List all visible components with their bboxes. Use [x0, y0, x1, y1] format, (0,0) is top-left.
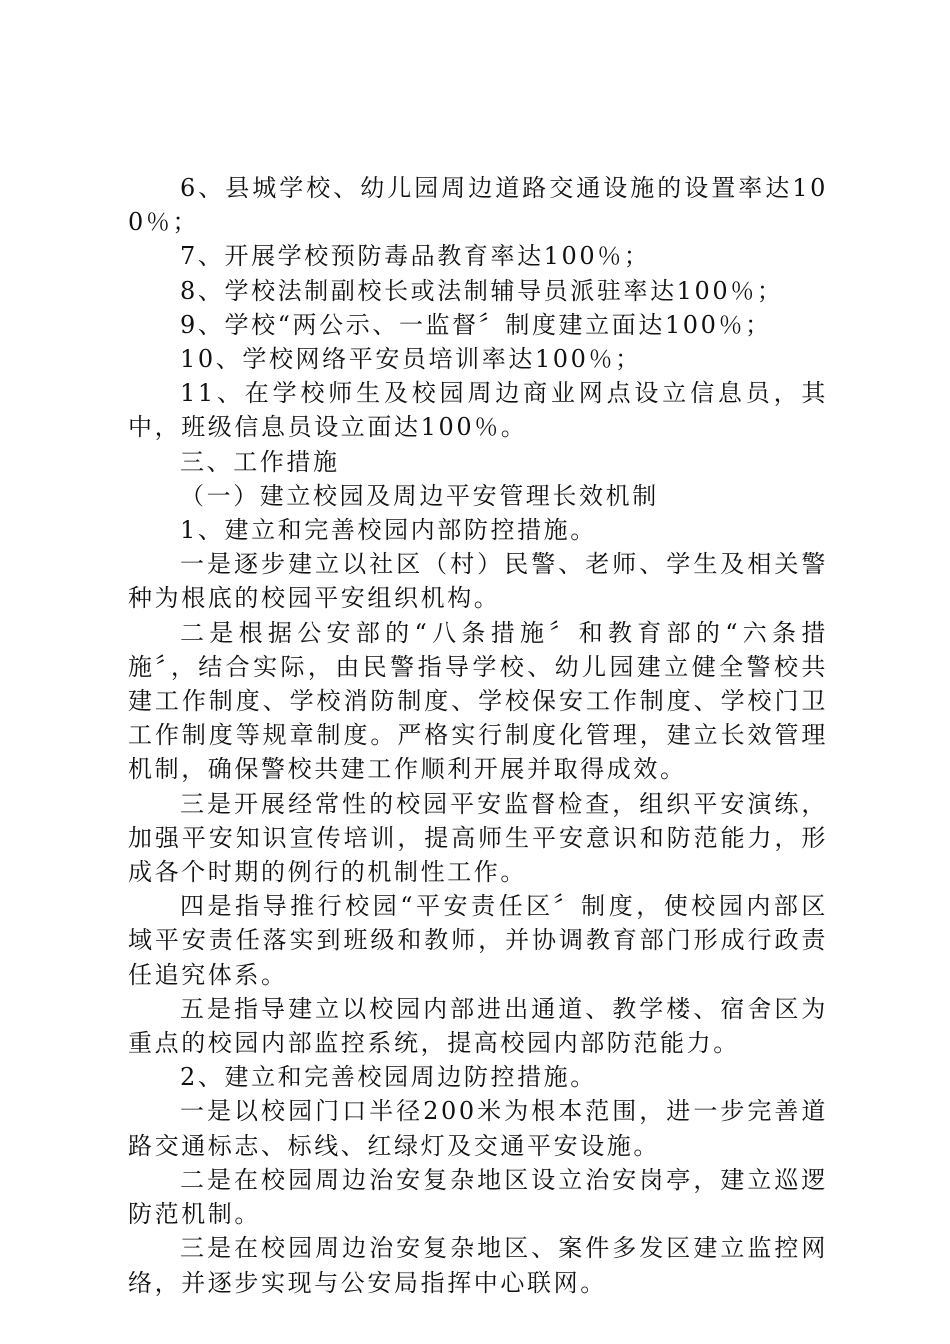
item-11-paragraph: 11、在学校师生及校园周边商业网点设立信息员，其中，班级信息员设立面达100％。: [128, 379, 828, 442]
document-body: [128, 171, 828, 1300]
measure-1-point-3: 三是开展经常性的校园平安监督检查，组织平安演练，加强平安知识宣传培训，提高师生平安意识和防范能力，形成各个时期的例行的机制性工作。: [128, 789, 828, 887]
item-9-paragraph: 9、学校“两公示、一监督〞制度建立面达100％；: [180, 310, 772, 339]
item-6-paragraph: 6、县城学校、幼儿园周边道路交通设施的设置率达100％；: [128, 174, 828, 237]
measure-1-point-4: 四是指导推行校园“平安责任区〞制度，使校园内部区域平安责任落实到班级和教师，并协调教育部门形成行政责任追究体系。: [128, 892, 828, 989]
measure-1-point-2: 二是根据公安部的“八条措施〞和教育部的“六条措施〞，结合实际，由民警指导学校、幼儿园建立健全警校共建工作制度、学校消防制度、学校保安工作制度、学校门卫工作制度等规章制度。严格实行制度化管理，建立长效管理机制，确保警校共建工作顺利开展并取得成效。: [128, 618, 828, 784]
section-3-heading: 三、工作措施: [180, 447, 340, 476]
measure-1-point-5: 五是指导建立以校园内部进出通道、教学楼、宿舍区为重点的校园内部监控系统，提高校园内部防范能力。: [128, 994, 828, 1058]
item-8-paragraph: 8、学校法制副校长或法制辅导员派驻率达100％；: [180, 276, 784, 305]
measure-2-point-1: 一是以校园门口半径200米为根本范围，进一步完善道路交通标志、标线、红绿灯及交通平安设施。: [128, 1097, 828, 1160]
subsection-1-heading: （一）建立校园及周边平安管理长效机制: [180, 481, 659, 510]
item-10-paragraph: 10、学校网络平安员培训率达100％；: [180, 345, 642, 374]
measure-2-point-3: 三是在校园周边治安复杂地区、案件多发区建立监控网络，并逐步实现与公安局指挥中心联网。: [128, 1234, 828, 1297]
item-7-paragraph: 7、开展学校预防毒品教育率达100％；: [180, 242, 651, 271]
measure-2-heading: 2、建立和完善校园周边防控措施。: [180, 1063, 597, 1092]
measure-1-heading: 1、建立和完善校园内部防控措施。: [180, 516, 597, 545]
measure-1-point-1: 一是逐步建立以社区（村）民警、老师、学生及相关警种为根底的校园平安组织机构。: [128, 550, 828, 613]
measure-2-point-2: 二是在校园周边治安复杂地区设立治安岗亭，建立巡逻防范机制。: [128, 1165, 828, 1229]
